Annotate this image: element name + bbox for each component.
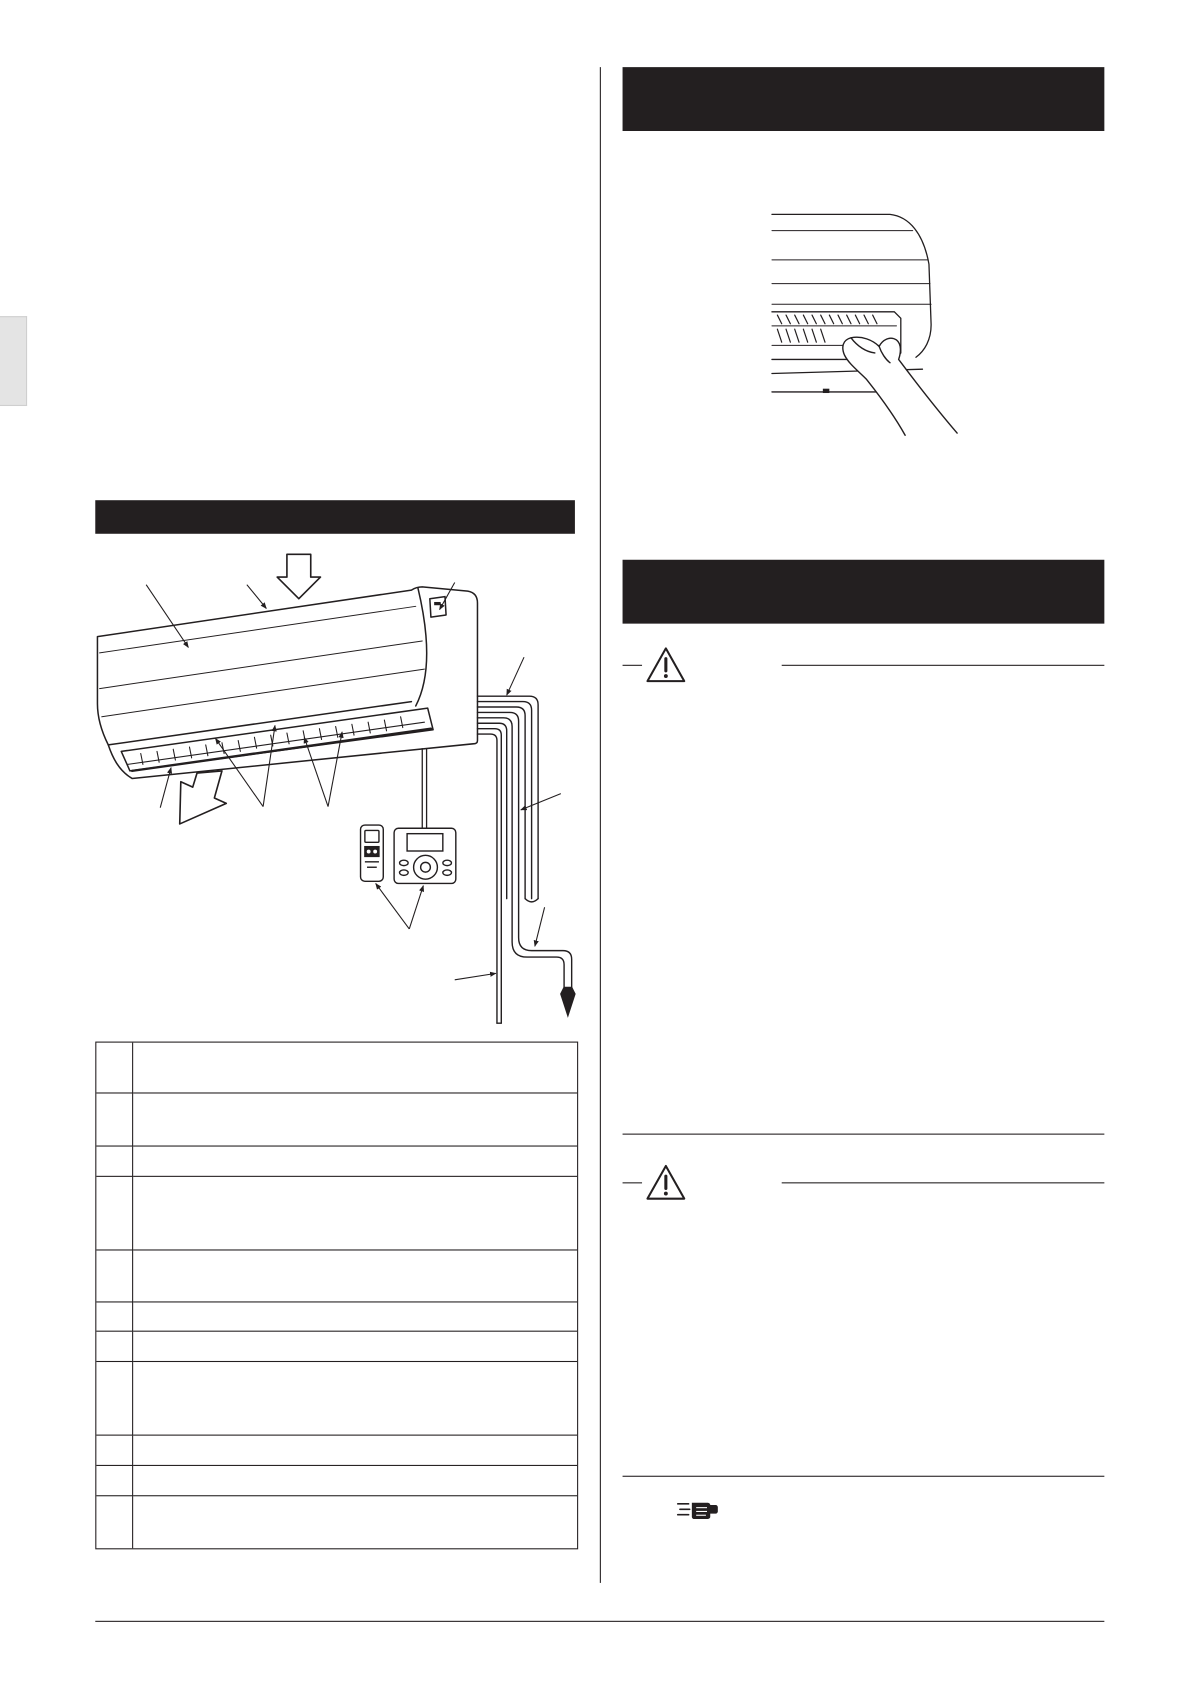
indoor-unit-front (772, 214, 931, 393)
parts-table (95, 1042, 578, 1550)
indoor-unit-parts-diagram (87, 547, 596, 1034)
table-row-description (133, 1496, 577, 1548)
callout-leader-line (376, 883, 410, 928)
callout-leader-line (247, 585, 266, 609)
warning-triangle-icon (645, 646, 686, 683)
table-row-number (96, 1496, 133, 1548)
callout-leader-line (535, 907, 545, 946)
table-row-description (133, 1177, 577, 1251)
warning-triangle-icon (645, 1164, 686, 1201)
side-section-tab (0, 316, 27, 406)
wired-remote-controller (394, 828, 456, 883)
drain-hose (477, 712, 574, 1015)
table-row-description (133, 1332, 577, 1362)
section-title-bar (623, 67, 1105, 131)
table-row-number (96, 1436, 133, 1466)
table-row-description (133, 1466, 577, 1496)
table-row-number (96, 1094, 133, 1147)
callout-leader-line (455, 973, 496, 979)
callout-leader-line (409, 886, 423, 929)
section-end-rule (623, 1476, 1105, 1477)
hand (843, 337, 957, 435)
warning-rule-short (623, 665, 642, 666)
note-hand-icon (677, 1498, 718, 1520)
controller-cable (422, 748, 426, 829)
table-row-number (96, 1043, 133, 1094)
air-outlet-arrow (180, 771, 227, 824)
table-row-number (96, 1332, 133, 1362)
table-row-description (133, 1362, 577, 1436)
table-row-description (133, 1043, 577, 1094)
table-row-number (96, 1147, 133, 1177)
air-intake-arrow (277, 554, 320, 598)
warning-rule-long (782, 1182, 1105, 1183)
refrigerant-piping (477, 696, 538, 902)
table-row-number (96, 1177, 133, 1251)
table-row-number (96, 1251, 133, 1303)
table-row-number (96, 1302, 133, 1331)
table-row-description (133, 1302, 577, 1331)
callout-leader-line (507, 657, 524, 695)
indoor-unit (97, 587, 477, 779)
wireless-remote-controller (361, 825, 384, 881)
table-row-number (96, 1466, 133, 1496)
table-row-description (133, 1251, 577, 1303)
table-row-description (133, 1147, 577, 1177)
indicator-mark (823, 389, 829, 393)
table-row-description (133, 1094, 577, 1147)
table-row-number (96, 1362, 133, 1436)
section-end-rule (623, 1134, 1105, 1135)
model-label (430, 597, 446, 618)
drain-hose-tip (561, 987, 575, 1015)
earth-wire (477, 729, 501, 1023)
footer-rule (95, 1621, 1104, 1622)
section-title-bar (95, 500, 575, 534)
warning-rule-long (782, 665, 1105, 666)
callout-leader-line (521, 794, 561, 810)
column-divider (600, 67, 601, 1583)
warning-rule-short (623, 1182, 642, 1183)
table-row-description (133, 1436, 577, 1466)
section-title-bar (623, 560, 1105, 624)
front-panel-opening-illustration (758, 200, 975, 444)
